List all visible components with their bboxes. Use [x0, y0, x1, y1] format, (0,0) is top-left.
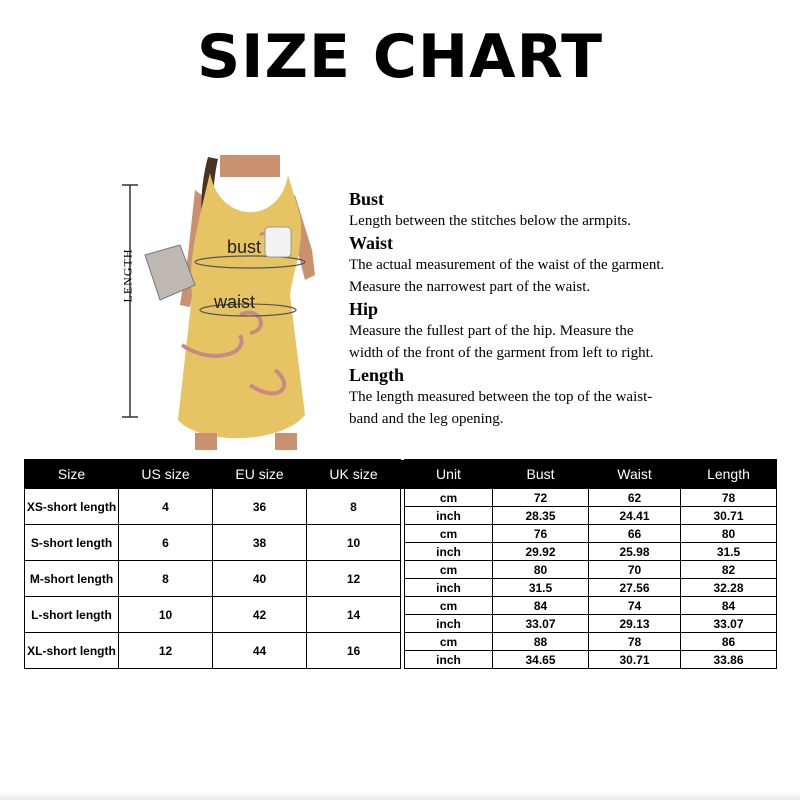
- length-label: LENGTH: [120, 248, 135, 303]
- us-size-cell: 4: [119, 489, 213, 525]
- length-cm-cell: 80: [681, 525, 777, 543]
- length-cm-cell: 78: [681, 489, 777, 507]
- table-row: [25, 597, 777, 615]
- bust-cm-cell: 80: [493, 561, 589, 579]
- bust-label: bust: [227, 237, 262, 257]
- waist-label: waist: [214, 292, 256, 312]
- header-us-size: US size: [119, 460, 213, 489]
- waist-inch-cell: 25.98: [589, 543, 681, 561]
- bust-cm-cell: 72: [493, 489, 589, 507]
- size-cell: S-short length: [25, 525, 119, 561]
- unit-cell: cm: [405, 561, 493, 579]
- bust-inch-cell: 28.35: [493, 507, 589, 525]
- measurement-descriptions: [349, 188, 769, 430]
- size-cell: M-short length: [25, 561, 119, 597]
- cup: [265, 227, 291, 257]
- unit-cell: cm: [405, 525, 493, 543]
- bust-cm-cell: 76: [493, 525, 589, 543]
- bust-inch-cell: 31.5: [493, 579, 589, 597]
- uk-size-cell: 14: [307, 597, 401, 633]
- eu-size-cell: 44: [213, 633, 307, 669]
- eu-size-cell: 42: [213, 597, 307, 633]
- waist-cm-cell: 66: [589, 525, 681, 543]
- size-table: [24, 459, 777, 669]
- table-row: [25, 561, 777, 579]
- waist-cm-cell: 70: [589, 561, 681, 579]
- length-cm-cell: 84: [681, 597, 777, 615]
- header-uk-size: UK size: [307, 460, 401, 489]
- eu-size-cell: 40: [213, 561, 307, 597]
- header-eu-size: EU size: [213, 460, 307, 489]
- waist-inch-cell: 29.13: [589, 615, 681, 633]
- header-waist: Waist: [589, 460, 681, 489]
- size-cell: XL-short length: [25, 633, 119, 669]
- size-cell: L-short length: [25, 597, 119, 633]
- uk-size-cell: 12: [307, 561, 401, 597]
- uk-size-cell: 16: [307, 633, 401, 669]
- bust-inch-cell: 29.92: [493, 543, 589, 561]
- length-inch-cell: 33.07: [681, 615, 777, 633]
- waist-cm-cell: 62: [589, 489, 681, 507]
- length-inch-cell: 30.71: [681, 507, 777, 525]
- table-body: [25, 489, 777, 669]
- uk-size-cell: 10: [307, 525, 401, 561]
- neck: [220, 155, 280, 177]
- waist-inch-cell: 27.56: [589, 579, 681, 597]
- description-length: Length The length measured between the top of the waist- band and the leg opening.: [349, 365, 653, 427]
- bust-inch-cell: 34.65: [493, 651, 589, 669]
- unit-cell: inch: [405, 579, 493, 597]
- left-leg: [195, 433, 217, 450]
- bust-cm-cell: 84: [493, 597, 589, 615]
- eu-size-cell: 38: [213, 525, 307, 561]
- table-header-row: [25, 460, 777, 489]
- unit-cell: inch: [405, 651, 493, 669]
- header-unit: Unit: [405, 460, 493, 489]
- uk-size-cell: 8: [307, 489, 401, 525]
- bust-cm-cell: 88: [493, 633, 589, 651]
- waist-cm-cell: 78: [589, 633, 681, 651]
- description-hip: Hip Measure the fullest part of the hip. Measure the width of the front of the garment from left to right.: [349, 299, 654, 361]
- table-row: [25, 633, 777, 651]
- waist-inch-cell: 24.41: [589, 507, 681, 525]
- us-size-cell: 12: [119, 633, 213, 669]
- size-cell: XS-short length: [25, 489, 119, 525]
- unit-cell: inch: [405, 543, 493, 561]
- right-leg: [275, 433, 297, 450]
- unit-cell: inch: [405, 615, 493, 633]
- waist-inch-cell: 30.71: [589, 651, 681, 669]
- waist-cm-cell: 74: [589, 597, 681, 615]
- unit-cell: cm: [405, 633, 493, 651]
- unit-cell: cm: [405, 597, 493, 615]
- us-size-cell: 6: [119, 525, 213, 561]
- length-inch-cell: 31.5: [681, 543, 777, 561]
- header-bust: Bust: [493, 460, 589, 489]
- table-row: [25, 525, 777, 543]
- unit-cell: cm: [405, 489, 493, 507]
- length-inch-cell: 32.28: [681, 579, 777, 597]
- description-waist: Waist The actual measurement of the waist of the garment. Measure the narrowest part of the waist.: [349, 233, 665, 295]
- eu-size-cell: 36: [213, 489, 307, 525]
- us-size-cell: 8: [119, 561, 213, 597]
- us-size-cell: 10: [119, 597, 213, 633]
- unit-cell: inch: [405, 507, 493, 525]
- header-length: Length: [681, 460, 777, 489]
- bottom-strip: [0, 792, 800, 800]
- length-inch-cell: 33.86: [681, 651, 777, 669]
- description-bust: Bust Length between the stitches below the armpits.: [349, 189, 632, 229]
- page-title: SIZE CHART: [196, 22, 604, 92]
- bust-inch-cell: 33.07: [493, 615, 589, 633]
- length-cm-cell: 82: [681, 561, 777, 579]
- header-size: Size: [25, 460, 119, 489]
- length-cm-cell: 86: [681, 633, 777, 651]
- table-row: [25, 489, 777, 507]
